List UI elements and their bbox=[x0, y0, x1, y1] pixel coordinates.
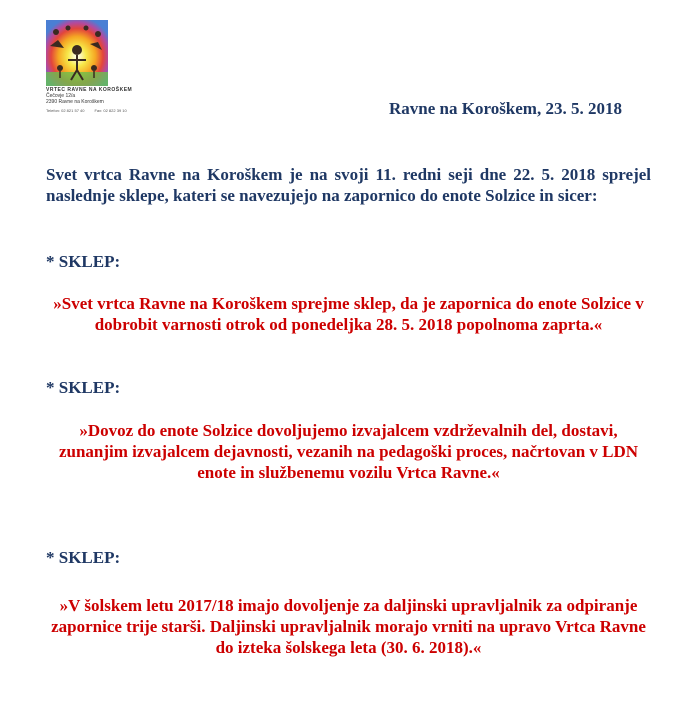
logo-institution-name: VRTEC RAVNE NA KOROŠKEM bbox=[46, 87, 133, 93]
logo-fax: Fax: 02 822 39 10 bbox=[94, 108, 127, 113]
logo-address-city: 2390 Ravne na Koroškem bbox=[46, 99, 104, 105]
place-date: Ravne na Koroškem, 23. 5. 2018 bbox=[389, 99, 622, 118]
logo-contact bbox=[46, 108, 136, 113]
logo-phone: Telefon: 02 821 57 40 bbox=[46, 108, 85, 113]
resolution-2-heading: * SKLEP: bbox=[46, 378, 121, 397]
letterhead-logo bbox=[46, 20, 136, 113]
logo-address-street: Čečovje 12/a bbox=[46, 93, 76, 99]
intro-paragraph: Svet vrtca Ravne na Koroškem je na svoji 11. redni seji dne 22. 5. 2018 sprejel naslednje sklepe, kateri se navezujejo na zapornico do enote Solzice in sicer: bbox=[46, 165, 651, 205]
resolution-3-text: »V šolskem letu 2017/18 imajo dovoljenje za daljinski upravljalnik za odpiranje zapornice trije starši. Daljinski upravljalnik morajo vrniti na upravo Vrtca Ravne do izteka šolskega leta (30. 6. 2018).« bbox=[51, 596, 646, 657]
kindergarten-drawing-logo bbox=[46, 20, 108, 86]
resolution-2-text: »Dovoz do enote Solzice dovoljujemo izvajalcem vzdrževalnih del, dostavi, zunanjim izvajalcem dejavnosti, vezanih na pedagoški proces, načrtovan v LDN enote in službenemu vozilu Vrtca Ravne.« bbox=[58, 421, 639, 482]
resolution-1-heading: * SKLEP: bbox=[46, 252, 121, 271]
resolution-1-text: »Svet vrtca Ravne na Koroškem sprejme sklep, da je zapornica do enote Solzice v dobrobit varnosti otrok od ponedeljka 28. 5. 2018 popolnoma zaprta.« bbox=[53, 294, 644, 334]
resolution-3-heading: * SKLEP: bbox=[46, 548, 121, 567]
